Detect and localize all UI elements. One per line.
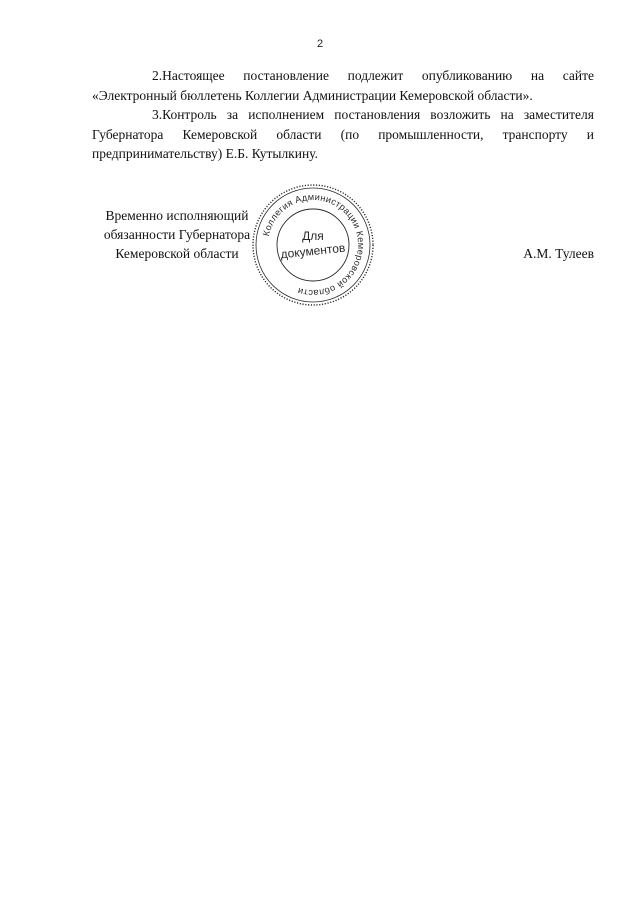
- stamp-center-line-1: Для: [302, 229, 324, 243]
- stamp-center-line-2: документов: [279, 240, 346, 262]
- paragraph-number: 2.: [152, 68, 163, 83]
- paragraph-2: [92, 66, 594, 105]
- paragraph-3: [92, 105, 594, 164]
- position-line: обязанности Губернатора: [103, 227, 251, 242]
- document-body: [92, 66, 594, 164]
- page-number: 2: [316, 38, 324, 50]
- official-stamp: [250, 182, 376, 308]
- signatory-position: [92, 206, 262, 263]
- paragraph-text: Настоящее постановление подлежит опубликованию на сайте «Электронный бюллетень Коллегии Администрации Кемеровской области».: [92, 68, 594, 103]
- signature-block: [92, 191, 594, 306]
- stamp-ring-text-path: Коллегия Администрации Кемеровской области: [260, 191, 367, 299]
- position-line: Временно исполняющий: [105, 208, 249, 223]
- paragraph-text: Контроль за исполнением постановления возложить на заместителя Губернатора Кемеровской области (по промышленности, транспорту и предпринимательству) Е.Б. Кутылкину.: [92, 107, 594, 161]
- paragraph-number: 3.: [152, 107, 163, 122]
- signatory-name: А.М. Тулеев: [523, 246, 594, 261]
- position-line: Кемеровской области: [115, 246, 239, 261]
